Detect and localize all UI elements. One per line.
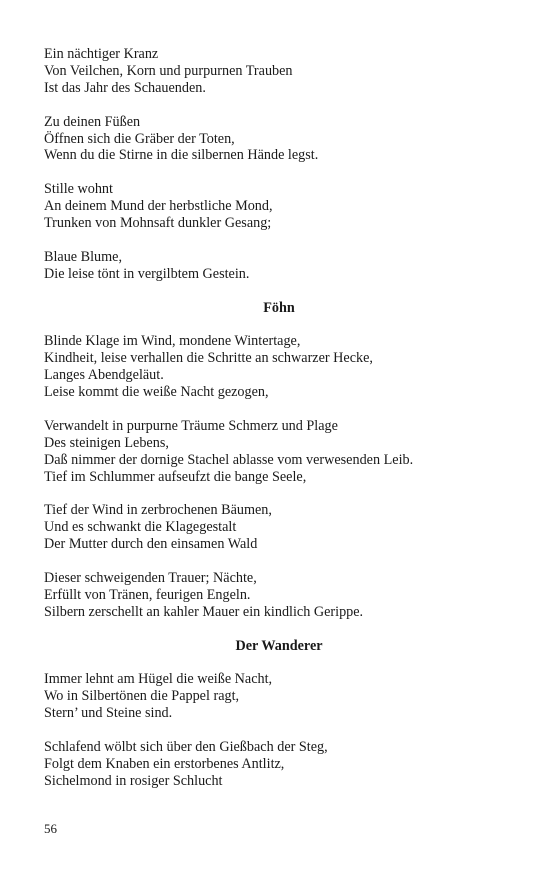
verse-line: Wenn du die Stirne in die silbernen Hände legst.: [44, 147, 319, 164]
verse-line: Öffnen sich die Gräber der Toten,: [44, 130, 235, 147]
page-body: [44, 46, 514, 807]
verse-line: Verwandelt in purpurne Träume Schmerz und Plage: [44, 417, 338, 434]
verse-line: Silbern zerschellt an kahler Mauer ein kindlich Gerippe.: [44, 603, 364, 620]
stanza: [44, 570, 514, 621]
verse-line: Und es schwankt die Klagegestalt: [44, 519, 237, 536]
verse-line: Immer lehnt am Hügel die weiße Nacht,: [44, 671, 273, 688]
verse-line: Des steinigen Lebens,: [44, 434, 169, 451]
verse-line: Stern’ und Steine sind.: [44, 705, 173, 722]
stanza: [44, 46, 514, 97]
stanza: [44, 671, 514, 722]
verse-line: Daß nimmer der dornige Stachel ablasse vom verwesenden Leib.: [44, 451, 414, 468]
verse-line: Schlafend wölbt sich über den Gießbach der Steg,: [44, 738, 328, 755]
verse-line: Ist das Jahr des Schauenden.: [44, 79, 206, 96]
verse-line: Langes Abendgeläut.: [44, 367, 164, 384]
verse-line: Erfüllt von Tränen, feurigen Engeln.: [44, 586, 251, 603]
stanza: [44, 181, 514, 232]
stanza: [44, 502, 514, 553]
poem-title: Der Wanderer: [235, 637, 323, 654]
verse-line: Leise kommt die weiße Nacht gezogen,: [44, 384, 269, 401]
verse-line: Die leise tönt in vergilbtem Gestein.: [44, 265, 250, 282]
verse-line: Dieser schweigenden Trauer; Nächte,: [44, 569, 257, 586]
stanza: [44, 333, 514, 401]
verse-line: Blinde Klage im Wind, mondene Wintertage,: [44, 333, 301, 350]
verse-line: Blaue Blume,: [44, 248, 123, 265]
verse-line: Folgt dem Knaben ein erstorbenes Antlitz,: [44, 755, 285, 772]
verse-line: Tief der Wind in zerbrochenen Bäumen,: [44, 502, 272, 519]
verse-line: Der Mutter durch den einsamen Wald: [44, 536, 258, 553]
verse-line: Tief im Schlummer aufseufzt die bange Seele,: [44, 468, 307, 485]
stanza: [44, 249, 514, 283]
stanza: [44, 114, 514, 165]
verse-line: An deinem Mund der herbstliche Mond,: [44, 198, 273, 215]
verse-line: Stille wohnt: [44, 181, 113, 198]
page-number: 56: [44, 821, 57, 836]
stanza: [44, 418, 514, 486]
verse-line: Zu deinen Füßen: [44, 113, 141, 130]
poem-title: Föhn: [263, 299, 295, 316]
verse-line: Ein nächtiger Kranz: [44, 46, 159, 62]
verse-line: Trunken von Mohnsaft dunkler Gesang;: [44, 215, 272, 232]
verse-line: Wo in Silbertönen die Pappel ragt,: [44, 688, 240, 705]
verse-line: Kindheit, leise verhallen die Schritte an schwarzer Hecke,: [44, 350, 373, 367]
verse-line: Sichelmond in rosiger Schlucht: [44, 772, 223, 789]
verse-line: Von Veilchen, Korn und purpurnen Trauben: [44, 62, 293, 79]
stanza: [44, 739, 514, 790]
